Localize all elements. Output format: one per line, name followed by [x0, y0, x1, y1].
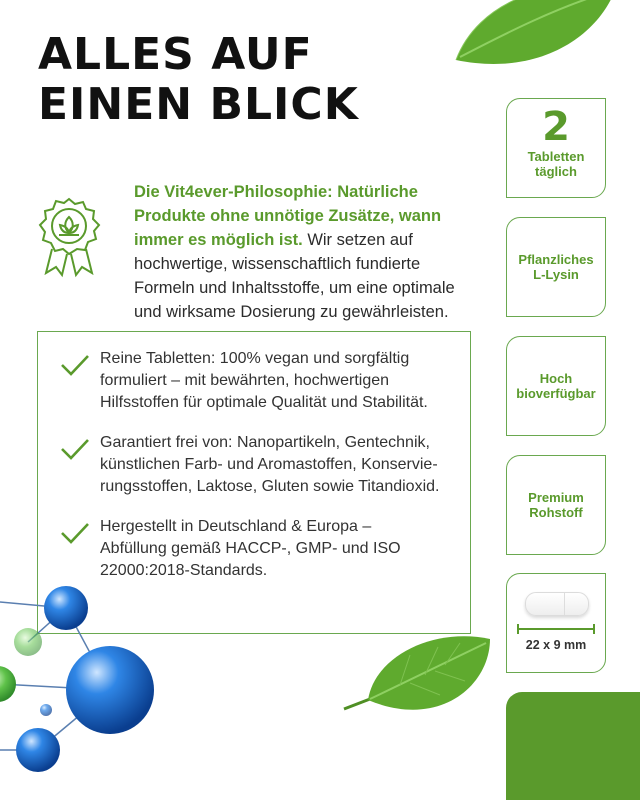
molecule-icon — [0, 560, 180, 800]
leaf-top-icon — [448, 0, 618, 72]
title-line-2: EINEN BLICK — [38, 79, 359, 130]
feature-text: Garantiert frei von: Nanopartikeln, Gentechnik, künstlichen Farb- und Aromastoffen, Konservie-rungsstoffen, Laktose, Gluten sowie Titandioxid. — [100, 434, 440, 495]
feature-text: Reine Tabletten: 100% vegan und sorgfältig formuliert – mit bewährten, hochwertigen Hilfsstoffen für optimale Qualität und Stabilität. — [100, 350, 428, 411]
feature-item-vegan — [60, 348, 440, 414]
badge-tablets-daily — [506, 98, 606, 198]
badge-tablets-label: Tabletten täglich — [527, 149, 585, 179]
title-line-1: ALLES AUF — [38, 29, 313, 80]
badge-lysine-label: Pflanzliches L-Lysin — [518, 252, 594, 282]
intro-paragraph — [134, 180, 464, 324]
checkmark-icon — [60, 354, 90, 376]
badge-tablet-size — [506, 573, 606, 673]
page-title — [38, 30, 359, 130]
quality-seal-leaf-icon — [30, 195, 108, 281]
badge-premium — [506, 455, 606, 555]
badge-lysine — [506, 217, 606, 317]
checkmark-icon — [60, 522, 90, 544]
badge-bioavailable-label: Hoch bioverfügbar — [516, 371, 596, 401]
badge-tablets-count: 2 — [542, 104, 570, 150]
feature-text: Hergestellt in Deutschland & Europa – Abfüllung gemäß HACCP-, GMP- und ISO 22000:2018-Standards. — [100, 518, 401, 579]
badge-size-label: 22 x 9 mm — [525, 638, 587, 652]
dimension-line — [517, 628, 595, 630]
green-corner-block — [506, 692, 640, 800]
intro-highlight: Die Vit4ever-Philosophie: Natürliche Produkte ohne unnötige Zusätze, wann immer es möglich ist. — [134, 183, 442, 249]
feature-item-free-from — [60, 432, 440, 498]
badge-bioavailable — [506, 336, 606, 436]
leaf-mid-icon — [340, 625, 500, 735]
tablet-pill-icon — [525, 592, 589, 616]
intro-body: Wir setzen auf hochwertige, wissenschaftlich fundierte Formeln und Inhaltsstoffe, um eine optimale und wirksame Dosierung zu gewährleisten. — [134, 231, 455, 321]
checkmark-icon — [60, 438, 90, 460]
badge-premium-label: Premium Rohstoff — [528, 490, 584, 520]
